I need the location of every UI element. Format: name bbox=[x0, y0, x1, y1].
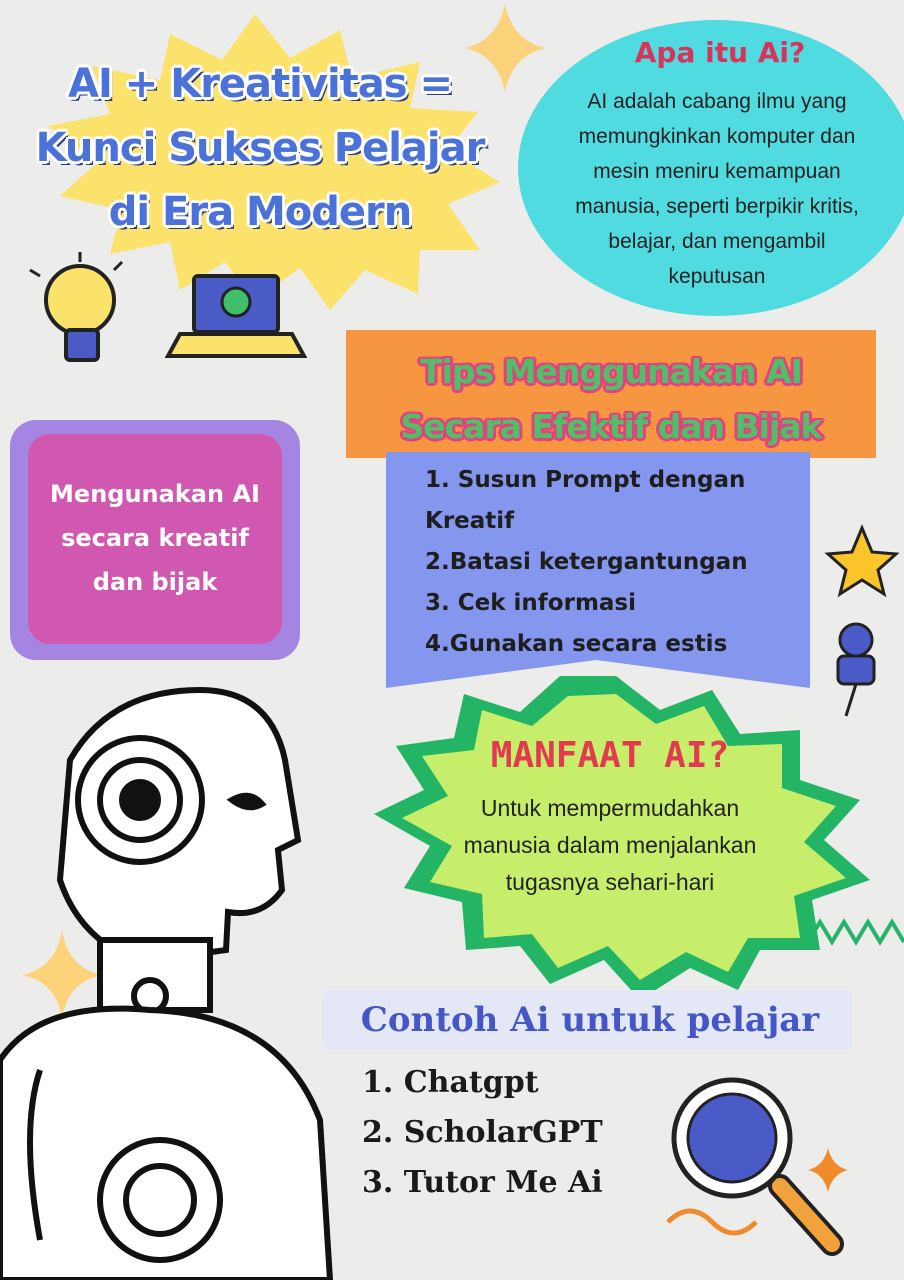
zigzag-decoration bbox=[808, 922, 904, 942]
side-box-line: secara kreatif bbox=[61, 524, 249, 552]
tips-list-item: 1. Susun Prompt dengan bbox=[425, 467, 746, 493]
tips-list-item: 3. Cek informasi bbox=[425, 590, 636, 616]
benefit-line: tugasnya sehari-hari bbox=[505, 869, 715, 895]
what-is-ai-text bbox=[532, 84, 902, 294]
lightbulb-icon bbox=[30, 252, 122, 360]
squiggle-decoration bbox=[668, 1211, 756, 1233]
tips-list-item: Kreatif bbox=[425, 508, 515, 534]
title-line-3: di Era Modern bbox=[108, 189, 412, 235]
star-icon bbox=[828, 528, 896, 594]
side-box-line: Mengunakan AI bbox=[50, 480, 260, 508]
tips-list-item: 2.Batasi ketergantungan bbox=[425, 549, 748, 575]
benefit-heading: MANFAAT AI? bbox=[490, 735, 730, 776]
examples-heading: Contoh Ai untuk pelajar bbox=[360, 1000, 820, 1040]
sparkle-icon bbox=[808, 1148, 848, 1192]
magnifier-icon bbox=[674, 1080, 832, 1244]
what-is-ai-heading: Apa itu Ai? bbox=[634, 36, 806, 69]
laptop-icon bbox=[168, 276, 304, 356]
examples-list-item: 2. ScholarGPT bbox=[362, 1115, 603, 1150]
what-is-ai-line: AI adalah cabang ilmu yang bbox=[587, 90, 847, 113]
what-is-ai-line: memungkinkan komputer dan bbox=[578, 125, 856, 148]
pushpin-icon bbox=[838, 624, 874, 716]
benefit-line: manusia dalam menjalankan bbox=[463, 832, 757, 858]
benefit-line: Untuk mempermudahkan bbox=[480, 795, 740, 821]
what-is-ai-line: belajar, dan mengambil bbox=[608, 230, 826, 253]
what-is-ai-line: mesin meniru kemampuan bbox=[593, 160, 841, 183]
what-is-ai-line: manusia, seperti berpikir kritis, bbox=[575, 195, 859, 218]
tips-heading bbox=[346, 344, 876, 454]
title-line-1: AI + Kreativitas = bbox=[67, 61, 453, 107]
title-line-2: Kunci Sukses Pelajar bbox=[35, 125, 485, 171]
examples-list-item: 1. Chatgpt bbox=[362, 1065, 539, 1100]
benefit-text bbox=[400, 790, 820, 901]
sparkle-icon bbox=[22, 930, 102, 1018]
page-title bbox=[10, 52, 510, 244]
tips-list-item: 4.Gunakan secara estis bbox=[425, 631, 728, 657]
examples-list bbox=[362, 1058, 682, 1208]
side-box-line: dan bijak bbox=[92, 568, 218, 596]
tips-heading-line: Secara Efektif dan Bijak bbox=[400, 407, 822, 446]
what-is-ai-line: keputusan bbox=[668, 265, 766, 288]
tips-list bbox=[425, 460, 795, 665]
examples-list-item: 3. Tutor Me Ai bbox=[362, 1165, 603, 1200]
tips-heading-line: Tips Menggunakan AI bbox=[420, 352, 802, 391]
side-box-text bbox=[30, 472, 280, 604]
